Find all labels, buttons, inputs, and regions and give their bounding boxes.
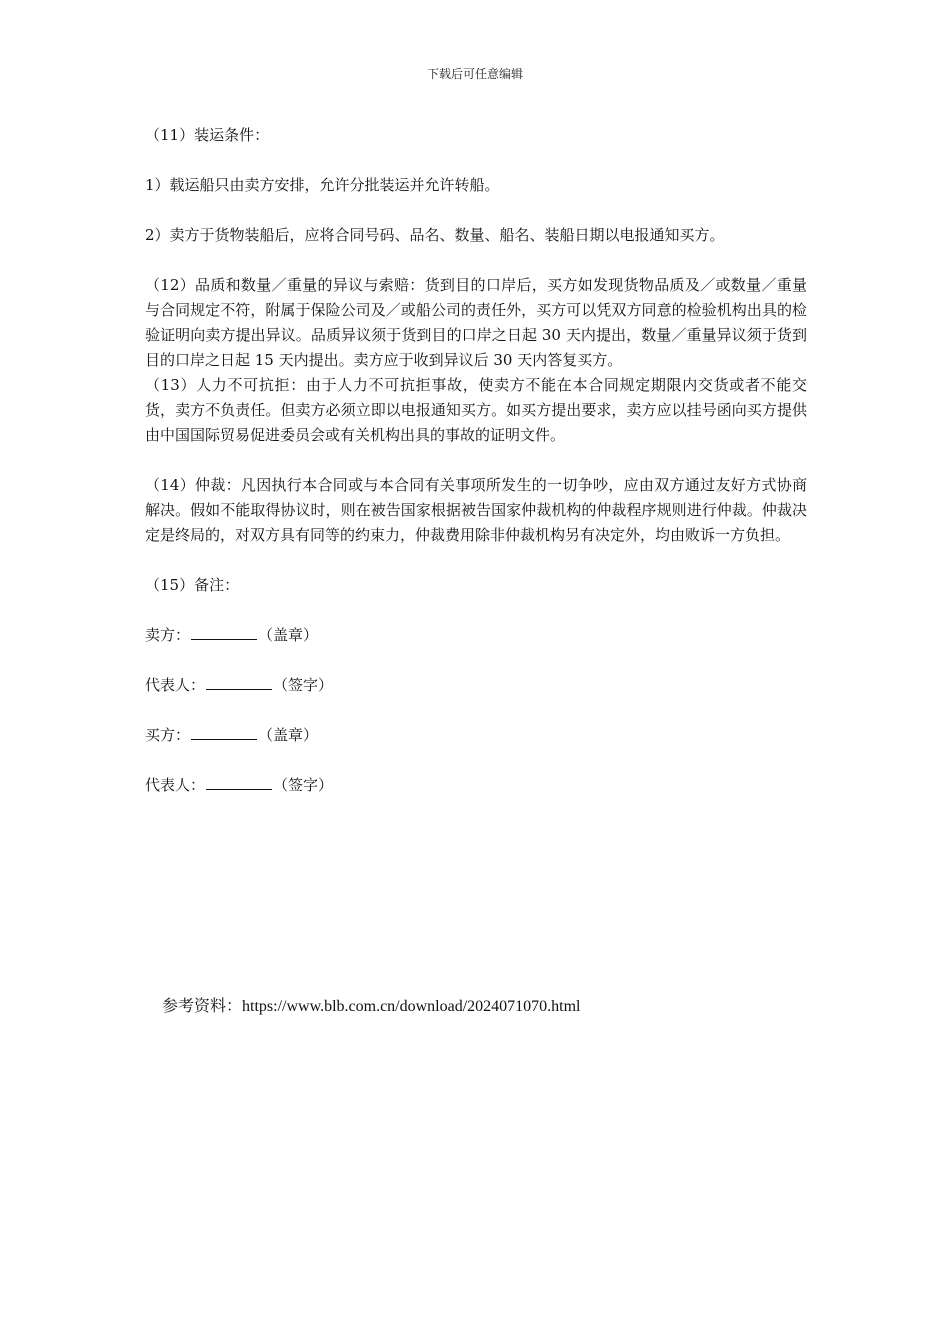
clause-14: （14）仲裁：凡因执行本合同或与本合同有关事项所发生的一切争吵，应由双方通过友好方式协商解决。假如不能取得协议时，则在被告国家根据被告国家仲裁机构的仲裁程序规则进行仲裁。仲裁决定是终局的，对双方具有同等的约束力，仲裁费用除非仲裁机构另有决定外，均由败诉一方负担。 <box>145 476 807 544</box>
clause-11-item-1: 1）载运船只由卖方安排，允许分批装运并允许转船。 <box>145 176 500 194</box>
clause-12: （12）品质和数量／重量的异议与索赔：货到目的口岸后，买方如发现货物品质及／或数量／重量与合同规定不符，附属于保险公司及／或船公司的责任外，买方可以凭双方同意的检验机构出具的检验证明向卖方提出异议。品质异议须于货到目的口岸之日起 30 天内提出，数量／重量异议须于货到目的口岸之日起 15 天内提出。卖方应于收到异议后 30 天内答复买方。 <box>145 276 807 369</box>
seller-representative-note: （签字） <box>273 676 334 694</box>
document-body <box>145 123 807 798</box>
buyer-representative-row <box>145 773 807 798</box>
clause-15: （15）备注： <box>145 576 240 594</box>
seller-representative-label: 代表人： <box>145 676 206 694</box>
buyer-representative-note: （签字） <box>273 776 334 794</box>
buyer-seal-note: （盖章） <box>258 726 319 744</box>
clause-13: （13）人力不可抗拒：由于人力不可抗拒事故，使卖方不能在本合同规定期限内交货或者不能交货，卖方不负责任。但卖方必须立即以电报通知买方。如买方提出要求，卖方应以挂号函向买方提供由中国国际贸易促进委员会或有关机构出具的事故的证明文件。 <box>145 376 807 444</box>
reference-link[interactable]: 参考资料：https://www.blb.com.cn/download/2024071070.html <box>162 998 581 1015</box>
clause-11-item-2: 2）卖方于货物装船后，应将合同号码、品名、数量、船名、装船日期以电报通知买方。 <box>145 226 725 244</box>
seller-label: 卖方： <box>145 626 191 644</box>
clause-11-title: （11）装运条件： <box>145 126 270 144</box>
seller-representative-line <box>206 674 272 690</box>
buyer-label: 买方： <box>145 726 191 744</box>
buyer-signature-row <box>145 723 807 748</box>
buyer-representative-label: 代表人： <box>145 776 206 794</box>
page-header: 下载后可任意编辑 <box>426 67 523 81</box>
seller-signature-line <box>191 624 257 640</box>
seller-signature-row <box>145 623 807 648</box>
buyer-representative-line <box>206 774 272 790</box>
seller-representative-row <box>145 673 807 698</box>
seller-seal-note: （盖章） <box>258 626 319 644</box>
buyer-signature-line <box>191 724 257 740</box>
